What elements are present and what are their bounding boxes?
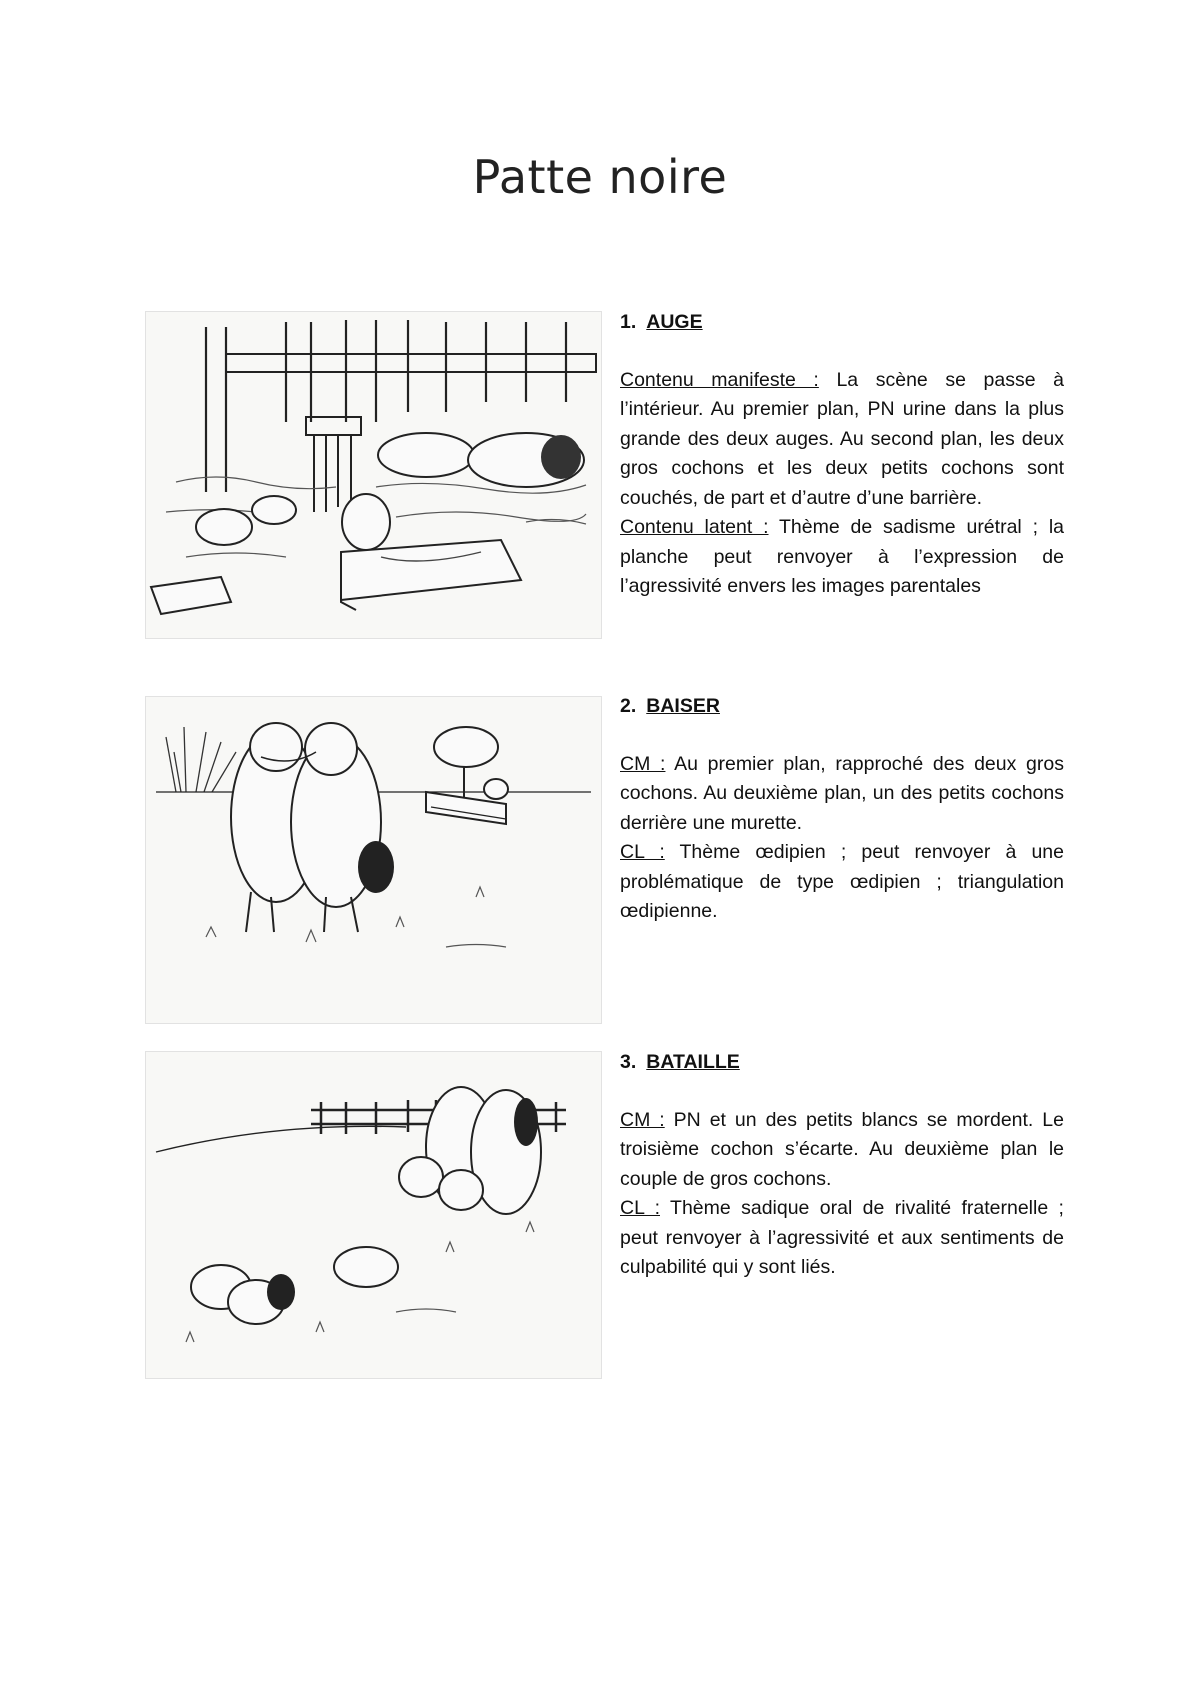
paragraph-label: Contenu latent : (620, 516, 769, 538)
section-heading (620, 692, 1064, 722)
pigs-fighting-drawing (146, 1052, 601, 1378)
latent-content-paragraph (620, 838, 1064, 927)
section-baiser (620, 692, 1064, 927)
paragraph-label: CL : (620, 841, 665, 863)
section-title: BAISER (646, 695, 720, 717)
section-heading (620, 308, 1064, 338)
paragraph-text: Thème œdipien ; peut renvoyer à une problématique de type œdipien ; triangulation œdipienne. (620, 841, 1064, 922)
illustration-auge (145, 311, 602, 639)
pigs-embracing-drawing (146, 697, 601, 1023)
latent-content-paragraph (620, 1194, 1064, 1283)
paragraph-text: Thème sadique oral de rivalité fraternelle ; peut renvoyer à l’agressivité et aux sentiments de culpabilité qui y sont liés. (620, 1197, 1064, 1278)
paragraph-label: CM : (620, 1108, 665, 1131)
paragraph-label: CL : (620, 1197, 660, 1219)
manifest-content-paragraph (620, 1106, 1064, 1195)
pig-trough-drawing (146, 312, 601, 638)
paragraph-text: PN et un des petits blancs se mordent. Le troisième cochon s’écarte. Au deuxième plan le couple de gros cochons. (620, 1108, 1064, 1190)
paragraph-label: CM : (620, 752, 666, 775)
paragraph-text: La scène se passe à l’intérieur. Au premier plan, PN urine dans la plus grande des deux auges. Au second plan, les deux gros cochons et les deux petits cochons sont couchés, de part et d’autre d’une barrière. (620, 368, 1064, 509)
illustration-bataille (145, 1051, 602, 1379)
illustration-baiser (145, 696, 602, 1024)
paragraph-text: Au premier plan, rapproché des deux gros cochons. Au deuxième plan, un des petits cochons derrière une murette. (620, 752, 1064, 834)
page-title: Patte noire (472, 150, 728, 204)
section-bataille (620, 1048, 1064, 1283)
section-auge (620, 308, 1064, 602)
paragraph-text: Thème de sadisme urétral ; la planche peut renvoyer à l’expression de l’agressivité envers les images parentales (620, 516, 1065, 597)
paragraph-label: Contenu manifeste : (620, 368, 819, 391)
section-number: 1. (620, 311, 637, 333)
section-number: 2. (620, 695, 637, 717)
latent-content-paragraph (620, 513, 1064, 602)
manifest-content-paragraph (620, 366, 1064, 514)
section-heading (620, 1048, 1064, 1078)
section-title: AUGE (646, 311, 703, 333)
section-title: BATAILLE (646, 1051, 740, 1073)
section-number: 3. (620, 1051, 637, 1073)
manifest-content-paragraph (620, 750, 1064, 839)
